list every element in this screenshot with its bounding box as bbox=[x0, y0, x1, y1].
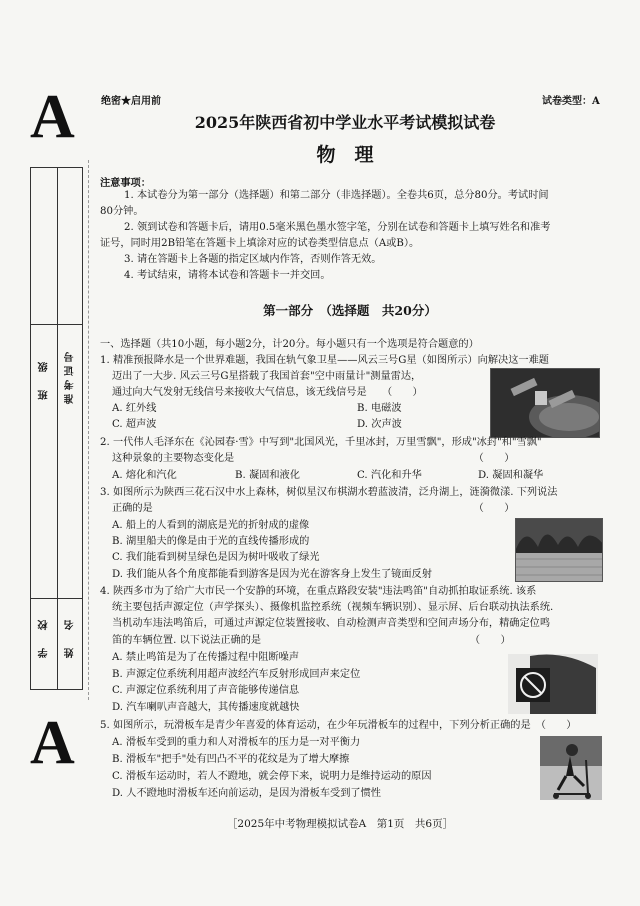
q4-line-2: 统主要包括声源定位（声学探头）、摄像机监控系统（视频车辆识别）、显示屏、后台联动执法系统. bbox=[112, 602, 554, 613]
q3-option-c: C. 我们能看到树呈绿色是因为树叶吸收了绿光 bbox=[112, 552, 320, 563]
notice-item-4: 4. 考试结束，请将本试卷和答题卡一并交回。 bbox=[124, 270, 331, 281]
q1-option-c: C. 超声波 bbox=[112, 419, 157, 430]
q2-option-c: C. 汽化和升华 bbox=[357, 470, 422, 481]
q2-option-a: A. 熔化和汽化 bbox=[112, 470, 177, 481]
paper-type-letter-bottom: A bbox=[30, 709, 75, 777]
q4-option-a: A. 禁止鸣笛是为了在传播过程中阻断噪声 bbox=[112, 652, 300, 663]
no-honking-sign-photo bbox=[508, 654, 598, 714]
section-instruction: 一、选择题（共10小题，每小题2分，计20分。每小题只有一个选项是符合题意的） bbox=[100, 339, 479, 350]
q5-line-1: 5. 如图所示，玩滑板车是青少年喜爱的体育运动，在少年玩滑板车的过程中，下列分析正确的是 （ ） bbox=[100, 720, 577, 731]
q5-option-c: C. 滑板车运动时，若人不蹬地，就会停下来，说明力是维持运动的原因 bbox=[112, 771, 432, 782]
q1-line-3: 通过向大气发射无线信号来接收大气信息，该无线信号是 （ ） bbox=[112, 387, 423, 398]
binding-line bbox=[88, 160, 89, 700]
notice-heading: 注意事项： bbox=[100, 177, 151, 189]
notice-item-1a: 1. 本试卷分为第一部分（选择题）和第二部分（非选择题）。全卷共6页，总分80分。考试时间 bbox=[124, 190, 549, 201]
q3-line-2: 正确的是 （ ） bbox=[112, 503, 515, 514]
q1-option-d: D. 次声波 bbox=[357, 419, 402, 430]
q3-option-a: A. 船上的人看到的湖底是光的折射成的虚像 bbox=[112, 520, 310, 531]
q1-option-a: A. 红外线 bbox=[112, 403, 157, 414]
q4-line-1: 4. 陕西多市为了给广大市民一个安静的环境，在重点路段安装"违法鸣笛"自动抓拍取证系统. 该系 bbox=[100, 586, 537, 597]
exam-number-label: 准考证号 bbox=[65, 348, 76, 404]
q3-option-b: B. 湖里船夫的像是由于光的直线传播形成的 bbox=[112, 536, 310, 547]
q2-line-1: 2. 一代伟人毛泽东在《沁园春·雪》中写到"北国风光，千里冰封，万里雪飘"，形成"冰封"和"雪飘" bbox=[100, 437, 542, 448]
school-label: 学 校 bbox=[39, 616, 50, 658]
q4-option-b: B. 声源定位系统利用超声波经汽车反射形成回声来定位 bbox=[112, 669, 361, 680]
notice-item-3: 3. 请在答题卡上各题的指定区域内作答，否则作答无效。 bbox=[124, 254, 382, 265]
q4-line-3: 当机动车违法鸣笛后，可通过声源定位装置接收、自动检测声音类型和空间声场分布，精确定位鸣 bbox=[112, 618, 551, 629]
q4-option-c: C. 声源定位系统利用了声音能够传递信息 bbox=[112, 685, 300, 696]
q3-option-d: D. 我们能从各个角度都能看到游客是因为光在游客身上发生了镜面反射 bbox=[112, 569, 432, 580]
subject-title: 物 理 bbox=[316, 144, 374, 166]
q5-option-b: B. 滑板车"把手"处有凹凸不平的花纹是为了增大摩擦 bbox=[112, 754, 350, 765]
q2-line-2: 这种景象的主要物态变化是 （ ） bbox=[112, 453, 515, 464]
class-label: 班 级 bbox=[39, 358, 50, 400]
paper-type-letter-top: A bbox=[30, 83, 75, 151]
part1-heading: 第一部分 （选择题 共20分） bbox=[263, 303, 437, 318]
q2-option-d: D. 凝固和凝华 bbox=[478, 470, 544, 481]
forest-lake-photo bbox=[515, 518, 603, 582]
page-footer: ［2025年中考物理模拟试卷A 第1页 共6页］ bbox=[226, 818, 454, 830]
scooter-photo bbox=[540, 736, 602, 800]
q5-option-d: D. 人不蹬地时滑板车还向前运动，是因为滑板车受到了惯性 bbox=[112, 788, 381, 799]
name-label: 姓 名 bbox=[65, 616, 76, 658]
q1-option-b: B. 电磁波 bbox=[357, 403, 402, 414]
candidate-info-box bbox=[30, 167, 83, 690]
satellite-photo bbox=[490, 368, 600, 438]
paper-type-label: 试卷类型：A bbox=[542, 96, 600, 107]
q5-option-a: A. 滑板车受到的重力和人对滑板车的压力是一对平衡力 bbox=[112, 737, 361, 748]
q4-option-d: D. 汽车喇叭声音越大，其传播速度就越快 bbox=[112, 702, 300, 713]
notice-item-1b: 80分钟。 bbox=[100, 206, 144, 217]
q3-line-1: 3. 如图所示为陕西三花石汉中水上森林，树似星汉布棋湖水碧蓝波清，泛舟湖上，涟漪微漾. 下列说法 bbox=[100, 487, 558, 498]
q1-line-2: 迈出了一大步. 风云三号G星搭载了我国首套"空中雨量计"测量雷达， bbox=[112, 371, 422, 382]
secret-label: 绝密★启用前 bbox=[101, 96, 161, 107]
exam-title: 2025年陕西省初中学业水平考试模拟试卷 bbox=[194, 113, 496, 132]
q2-option-b: B. 凝固和液化 bbox=[235, 470, 300, 481]
q4-line-4: 笛的车辆位置. 以下说法正确的是 （ ） bbox=[112, 635, 511, 646]
notice-item-2b: 证号，同时用2B铅笔在答题卡上填涂对应的试卷类型信息点（A或B）。 bbox=[100, 238, 420, 249]
q1-line-1: 1. 精准预报降水是一个世界难题，我国在轨气象卫星——风云三号G星（如图所示）向解决这一难题 bbox=[100, 355, 549, 366]
notice-item-2a: 2. 领到试卷和答题卡后，请用0.5毫米黑色墨水签字笔，分别在试卷和答题卡上填写姓名和准考 bbox=[124, 222, 551, 233]
